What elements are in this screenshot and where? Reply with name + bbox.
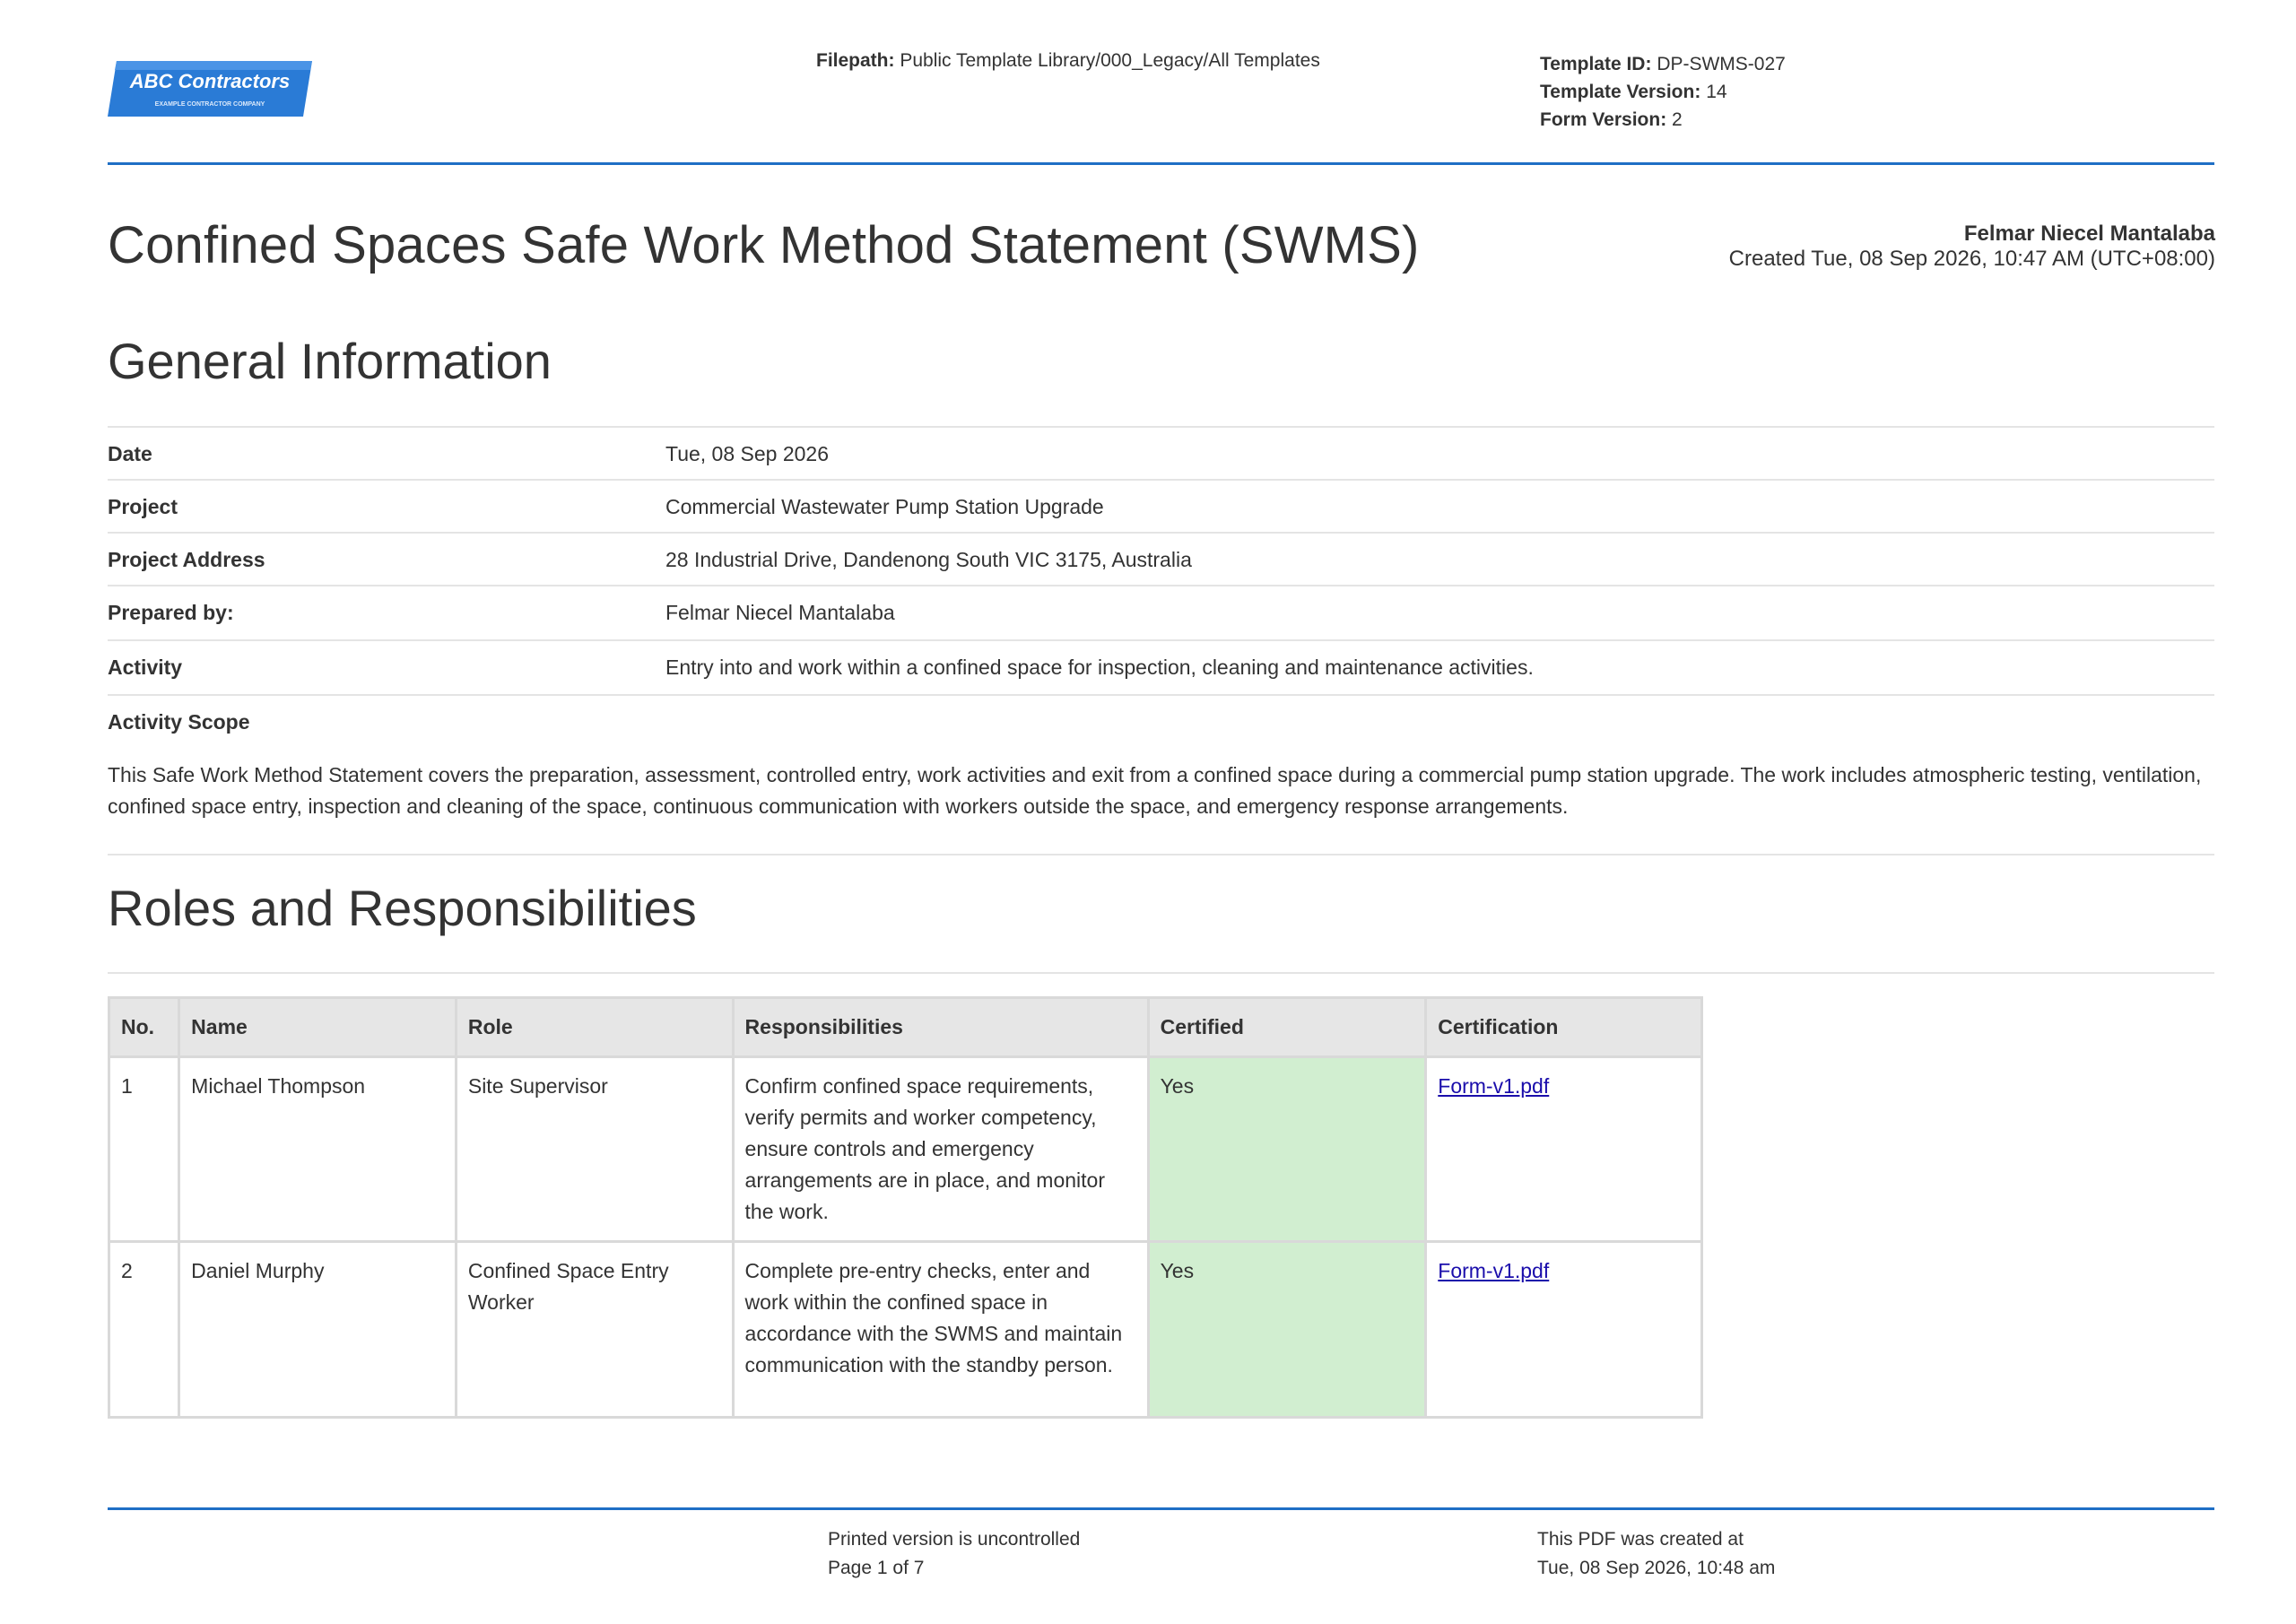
certification-file-link[interactable]: Form-v1.pdf — [1438, 1259, 1550, 1282]
info-row-activity — [108, 639, 2214, 694]
footer-divider — [108, 1507, 2214, 1510]
pdf-created-timestamp: Tue, 08 Sep 2026, 10:48 am — [1537, 1558, 1776, 1578]
template-id-value: DP-SWMS-027 — [1657, 54, 1786, 74]
activity-scope — [108, 694, 2214, 855]
info-row-date — [108, 426, 2214, 479]
form-version-label: Form Version: — [1540, 109, 1667, 130]
roles-header-row — [109, 998, 1702, 1057]
cell-name: Michael Thompson — [179, 1057, 457, 1242]
cell-responsibilities: Confirm confined space requirements, verify permits and worker competency, ensure controls and emergency arrangements are in place, and monitor the work. — [733, 1057, 1148, 1242]
column-header-responsibilities: Responsibilities — [733, 998, 1148, 1057]
footer-right — [1537, 1525, 1775, 1583]
activity-scope-text: This Safe Work Method Statement covers the preparation, assessment, controlled entry, work activities and exit from a confined space during a commercial pump station upgrade. The work includes atmospheric testing, ventilation, confined space entry, inspection and cleaning of the space, continuous communication with workers outside the space, and emergency response arrangements. — [108, 763, 2202, 818]
pdf-created-label: This PDF was created at — [1537, 1529, 1744, 1550]
table-row — [109, 1242, 1702, 1418]
cell-certification — [1426, 1057, 1702, 1242]
template-id — [1540, 50, 1786, 78]
column-header-no: No. — [109, 998, 179, 1057]
info-label: Date — [108, 442, 152, 465]
info-value: 28 Industrial Drive, Dandenong South VIC 3175, Australia — [665, 548, 1192, 571]
info-label: Project Address — [108, 548, 265, 571]
info-row-project-address — [108, 532, 2214, 585]
general-information-table — [108, 426, 2214, 855]
page-number: Page 1 of 7 — [828, 1558, 925, 1578]
certification-file-link[interactable]: Form-v1.pdf — [1438, 1074, 1550, 1098]
filepath — [816, 50, 1320, 72]
info-value: Commercial Wastewater Pump Station Upgrade — [665, 495, 1104, 518]
cell-certified: Yes — [1148, 1242, 1426, 1418]
cell-certification — [1426, 1242, 1702, 1418]
column-header-name: Name — [179, 998, 457, 1057]
cell-responsibilities: Complete pre-entry checks, enter and work within the confined space in accordance with the SWMS and maintain communication with the standby person. — [733, 1242, 1148, 1418]
info-label: Prepared by: — [108, 601, 234, 624]
form-version — [1540, 106, 1786, 134]
info-value: Felmar Niecel Mantalaba — [665, 601, 895, 624]
info-row-project — [108, 479, 2214, 532]
company-logo — [108, 59, 314, 118]
cell-no: 2 — [109, 1242, 179, 1418]
info-row-prepared-by — [108, 585, 2214, 639]
template-id-label: Template ID: — [1540, 54, 1652, 74]
cell-role: Site Supervisor — [456, 1057, 733, 1242]
uncontrolled-notice: Printed version is uncontrolled — [828, 1529, 1081, 1550]
cell-name: Daniel Murphy — [179, 1242, 457, 1418]
author-block — [1729, 221, 2215, 272]
logo-tagline: EXAMPLE CONTRACTOR COMPANY — [154, 101, 265, 108]
template-meta — [1540, 50, 1786, 134]
logo-badge — [108, 59, 314, 118]
column-header-certification: Certification — [1426, 998, 1702, 1057]
info-value: Tue, 08 Sep 2026 — [665, 442, 830, 465]
roles-divider — [108, 972, 2214, 974]
column-header-certified: Certified — [1148, 998, 1426, 1057]
filepath-value: Public Template Library/000_Legacy/All Templates — [900, 50, 1320, 71]
table-row — [109, 1057, 1702, 1242]
filepath-label: Filepath: — [816, 50, 895, 71]
created-timestamp: Created Tue, 08 Sep 2026, 10:47 AM (UTC+08:00) — [1728, 247, 2215, 271]
info-value: Entry into and work within a confined space for inspection, cleaning and maintenance activities. — [665, 656, 1534, 679]
cell-role: Confined Space Entry Worker — [456, 1242, 733, 1418]
footer-left — [828, 1525, 1080, 1583]
template-version-label: Template Version: — [1540, 82, 1701, 102]
column-header-role: Role — [456, 998, 733, 1057]
form-version-value: 2 — [1672, 109, 1683, 130]
author-name: Felmar Niecel Mantalaba — [1963, 221, 2215, 246]
section-title-roles: Roles and Responsibilities — [108, 880, 697, 936]
roles-table — [108, 996, 1703, 1419]
cell-no: 1 — [109, 1057, 179, 1242]
activity-scope-label: Activity Scope — [108, 710, 250, 734]
info-label: Activity — [108, 656, 183, 679]
logo-name: ABC Contractors — [129, 70, 291, 92]
cell-certified: Yes — [1148, 1057, 1426, 1242]
header-divider — [108, 162, 2214, 165]
template-version — [1540, 78, 1786, 106]
section-title-general-information: General Information — [108, 333, 552, 389]
info-label: Project — [108, 495, 178, 518]
document-title: Confined Spaces Safe Work Method Statement (SWMS) — [108, 216, 1420, 274]
template-version-value: 14 — [1706, 82, 1727, 102]
